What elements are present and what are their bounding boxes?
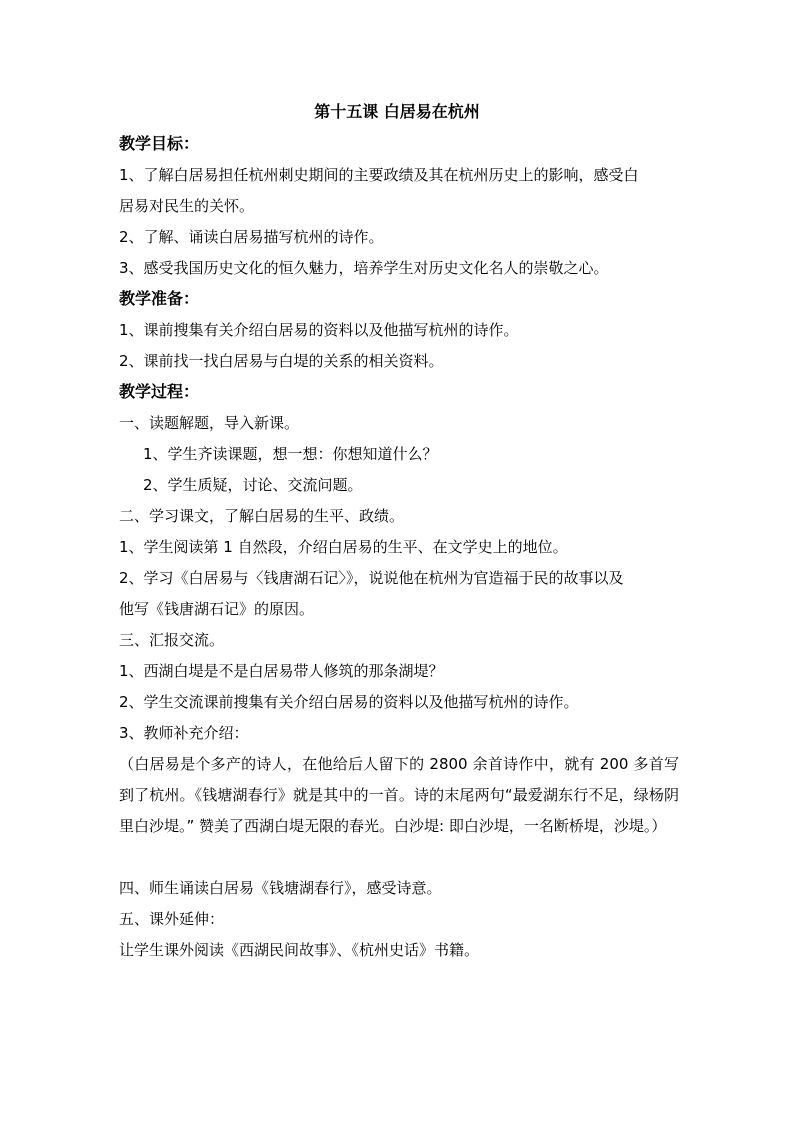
- process-step-1-item-1: 1、学生齐读课题，想一想：你想知道什么？: [143, 445, 438, 463]
- process-step-5-item-1: 让学生课外阅读《西湖民间故事》、《杭州史话》书籍。: [119, 941, 480, 959]
- process-step-3-item-1: 1、西湖白堤是不是白居易带人修筑的那条湖堤？: [119, 662, 444, 680]
- process-step-5: 五、课外延伸：: [119, 910, 225, 928]
- process-step-2-item-2-line-1: 2、学习《白居易与〈钱唐湖石记〉》，说说他在杭州为官造福于民的故事以及: [119, 569, 624, 587]
- supplement-paragraph: （白居易是个多产的诗人，在他给后人留下的 2800 余首诗作中，就有 200 多首写到了杭州。《钱塘湖春行》就是其中的一首。诗的末尾两句“最爱湖东行不足，绿杨阴里白沙堤。” 赞美了西湖白堤无限的春光。白沙堤: 即白沙堤，一名断桥堤，沙堤。）: [119, 755, 679, 835]
- prep-item-1: 1、课前搜集有关介绍白居易的资料以及他描写杭州的诗作。: [119, 321, 519, 339]
- process-step-2-item-2-line-2: 他写《钱唐湖石记》的原因。: [119, 600, 315, 618]
- goal-item-1-line-2: 居易对民生的关怀。: [119, 197, 255, 215]
- process-step-3-item-2: 2、学生交流课前搜集有关介绍白居易的资料以及他描写杭州的诗作。: [119, 693, 579, 711]
- process-step-2-item-1: 1、学生阅读第 1 自然段，介绍白居易的生平、在文学史上的地位。: [119, 538, 568, 556]
- process-step-1: 一、读题解题，导入新课。: [119, 414, 300, 432]
- prep-item-2: 2、课前找一找白居易与白堤的关系的相关资料。: [119, 352, 444, 370]
- section-heading-goals: 教学目标：: [119, 134, 200, 153]
- lesson-title: 第十五课 白居易在杭州: [314, 102, 480, 121]
- process-step-2: 二、学习课文，了解白居易的生平、政绩。: [119, 507, 405, 525]
- section-heading-process: 教学过程：: [119, 382, 200, 401]
- process-step-4: 四、师生诵读白居易《钱塘湖春行》，感受诗意。: [119, 879, 442, 897]
- process-step-3-item-3: 3、教师补充介绍：: [119, 724, 249, 742]
- goal-item-1-line-1: 1、了解白居易担任杭州刺史期间的主要政绩及其在杭州历史上的影响，感受白: [119, 166, 639, 184]
- process-step-1-item-2: 2、学生质疑，讨论、交流问题。: [143, 476, 363, 494]
- goal-item-2: 2、了解、诵读白居易描写杭州的诗作。: [119, 228, 384, 246]
- process-step-3: 三、汇报交流。: [119, 631, 225, 649]
- section-heading-prep: 教学准备：: [119, 289, 200, 308]
- goal-item-3: 3、感受我国历史文化的恒久魅力，培养学生对历史文化名人的崇敬之心。: [119, 259, 609, 277]
